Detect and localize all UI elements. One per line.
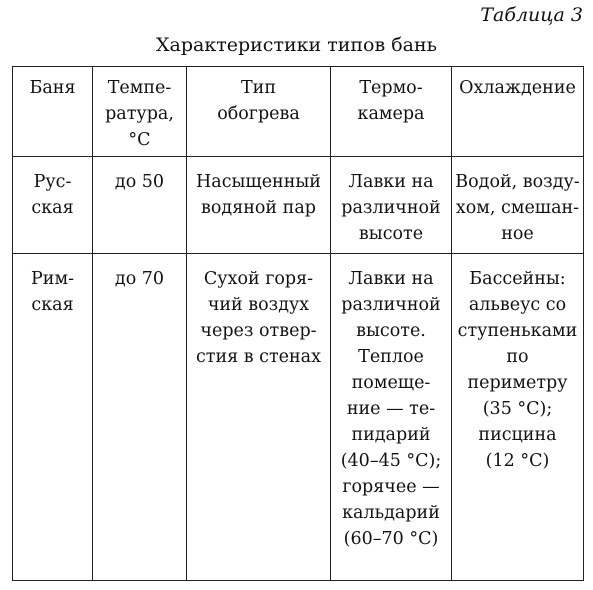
header-bath: Баня [13,67,93,157]
table-row [13,254,584,581]
cell-cooling: Бассейны: альвеус со ступеньками по периметру (35 °С); писцина (12 °С) [452,254,584,581]
cell-heating-type: Сухой горя- чий воздух через отвер- стия в стенах [187,254,331,581]
table-header-row [13,67,584,157]
header-temperature: Темпе- ратура, °С [93,67,187,157]
table-number: Таблица 3 [480,4,583,26]
cell-bath-name: Рим- ская [13,254,93,581]
table-row [13,157,584,254]
cell-thermo-chamber: Лавки на различной высоте [331,157,452,254]
cell-thermo-chamber: Лавки на различной высоте. Теплое помеще- ние — те- пидарий (40–45 °С); горячее — кальдарий (60–70 °С) [331,254,452,581]
header-heating-type: Тип обогрева [187,67,331,157]
cell-temperature: до 70 [93,254,187,581]
table-caption: Характеристики типов бань [156,34,437,56]
bath-types-table [12,66,584,581]
header-cooling: Охлаждение [452,67,584,157]
cell-temperature: до 50 [93,157,187,254]
cell-bath-name: Рус- ская [13,157,93,254]
header-thermo-chamber: Термо- камера [331,67,452,157]
cell-heating-type: Насыщенный водяной пар [187,157,331,254]
cell-cooling: Водой, возду- хом, смешан- ное [452,157,584,254]
